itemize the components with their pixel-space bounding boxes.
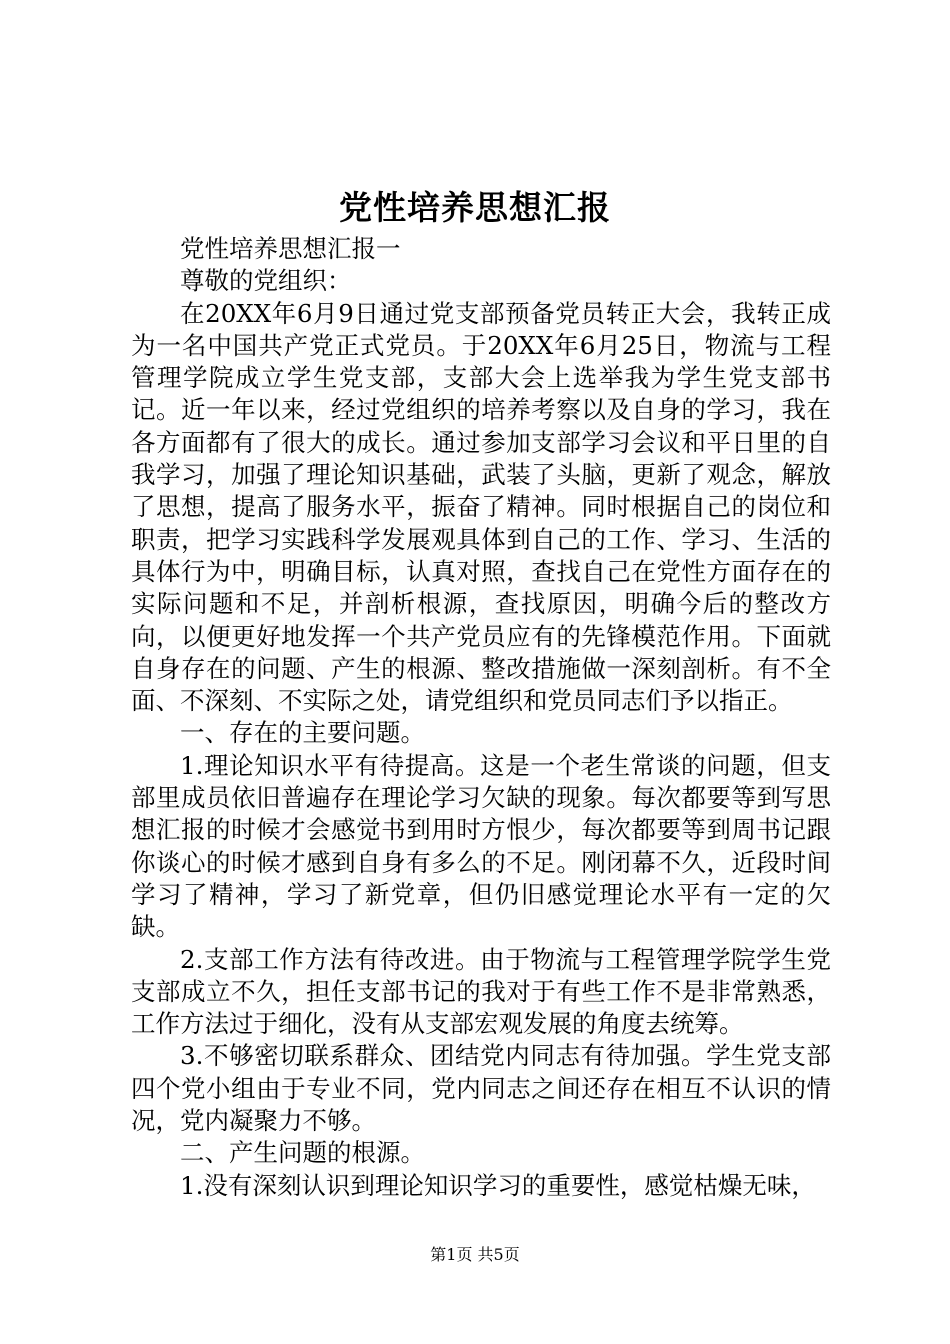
page-footer: 第1页 共5页 — [430, 1245, 520, 1264]
paragraph-intro: 在20XX年6月9日通过党支部预备党员转正大会，我转正成为一名中国共产党正式党员。于20XX年6月25日，物流与工程管理学院成立学生党支部，支部大会上选举我为学生党支部书记。近一年以来，经过党组织的培养考察以及自身的学习，我在各方面都有了很大的成长。通过参加支部学习会议和平日里的自我学习，加强了理论知识基础，武装了头脑，更新了观念，解放了思想，提高了服务水平，振奋了精神。同时根据自己的岗位和职责，把学习实践科学发展观具体到自己的工作、学习、生活的具体行为中，明确目标，认真对照，查找自己在党性方面存在的实际问题和不足，并剖析根源，查找原因，明确今后的整改方向，以便更好地发挥一个共产党员应有的先锋模范作用。下面就自身存在的问题、产生的根源、整改措施做一深刻剖析。有不全面、不深刻、不实际之处，请党组织和党员同志们予以指正。 — [131, 298, 831, 716]
document-body — [131, 233, 831, 1202]
paragraph-problem-3: 3.不够密切联系群众、团结党内同志有待加强。学生党支部四个党小组由于专业不同，党内同志之间还存在相互不认识的情况，党内凝聚力不够。 — [131, 1041, 831, 1136]
paragraph-subtitle: 党性培养思想汇报一 — [180, 234, 401, 263]
document-title: 党性培养思想汇报 — [339, 188, 611, 227]
paragraph-salutation: 尊敬的党组织： — [180, 266, 352, 296]
section-heading-roots: 二、产生问题的根源。 — [180, 1138, 425, 1168]
section-heading-problems: 一、存在的主要问题。 — [180, 718, 425, 748]
paragraph-problem-1: 1.理论知识水平有待提高。这是一个老生常谈的问题，但支部里成员依旧普遍存在理论学习欠缺的现象。每次都要等到写思想汇报的时候才会感觉书到用时方恨少，每次都要等到周书记跟你谈心的时候才感到自身有多么的不足。刚闭幕不久，近段时间学习了精神，学习了新党章，但仍旧感觉理论水平有一定的欠缺。 — [131, 750, 831, 942]
paragraph-root-1: 1.没有深刻认识到理论知识学习的重要性，感觉枯燥无味， — [180, 1170, 816, 1200]
paragraph-problem-2: 2.支部工作方法有待改进。由于物流与工程管理学院学生党支部成立不久，担任支部书记的我对于有些工作不是非常熟悉，工作方法过于细化，没有从支部宏观发展的角度去统筹。 — [131, 944, 831, 1039]
